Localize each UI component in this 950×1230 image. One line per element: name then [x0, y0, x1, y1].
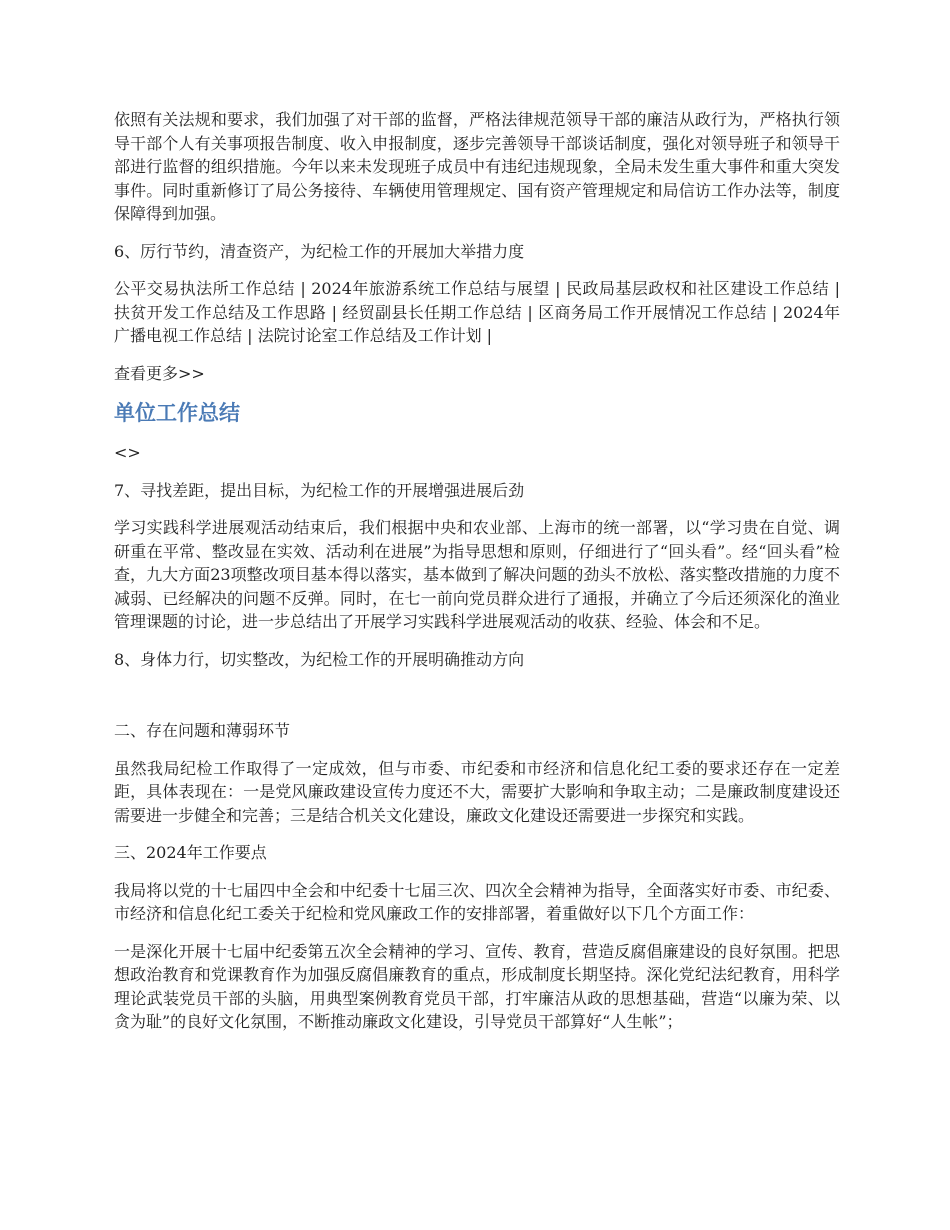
section-title: 单位工作总结	[114, 401, 240, 425]
item-7-heading: 7、寻找差距，提出目标，为纪检工作的开展增强进展后劲	[114, 480, 525, 500]
related-links[interactable]	[114, 277, 840, 348]
paragraph-point-one: 一是深化开展十七届中纪委第五次全会精神的学习、宣传、教育，营造反腐倡廉建设的良好氛围。把思想政治教育和党课教育作为加强反腐倡廉教育的重点，形成制度长期坚持。深化党纪法纪教育，用科学理论武装党员干部的头脑，用典型案例教育党员干部，打牢廉洁从政的思想基础，营造“以廉为荣、以贪为耻”的良好文化氛围，不断推动廉政文化建设，引导党员干部算好“人生帐”；	[114, 941, 840, 1031]
heading-problems: 二、存在问题和薄弱环节	[114, 721, 291, 740]
more-link-text[interactable]: 查看更多>>	[114, 363, 205, 383]
blank-space	[114, 671, 840, 705]
item-6-heading: 6、厉行节约，清查资产，为纪检工作的开展加大举措力度	[114, 241, 525, 261]
heading-work-points: 三、2024年工作要点	[114, 843, 267, 862]
document-body	[114, 108, 840, 1034]
paragraph-supervision: 依照有关法规和要求，我们加强了对干部的监督，严格法律规范领导干部的廉洁从政行为，严格执行领导干部个人有关事项报告制度、收入申报制度，逐步完善领导干部谈话制度，强化对领导班子和领导干部进行监督的组织措施。今年以来未发现班子成员中有违纪违规现象，全局未发生重大事件和重大突发事件。同时重新修订了局公务接待、车辆使用管理规定、国有资产管理规定和局信访工作办法等，制度保障得到加强。	[114, 110, 840, 223]
bracket-text: <>	[114, 443, 141, 462]
paragraph-work-intro: 我局将以党的十七届四中全会和中纪委十七届三次、四次全会精神为指导，全面落实好市委、市纪委、市经济和信息化纪工委关于纪检和党风廉政工作的安排部署，着重做好以下几个方面工作：	[114, 880, 840, 923]
related-links-text[interactable]: 公平交易执法所工作总结 | 2024年旅游系统工作总结与展望 | 民政局基层政权和社区建设工作总结 | 扶贫开发工作总结及工作思路 | 经贸副县长任期工作总结 | 区商务局工作开展情况工作总结 | 2024年广播电视工作总结 | 法院讨论室工作总结及工作计划 |	[114, 279, 840, 345]
more-link[interactable]	[114, 362, 840, 386]
paragraph-problems: 虽然我局纪检工作取得了一定成效，但与市委、市纪委和市经济和信息化纪工委的要求还存在一定差距，具体表现在：一是党风廉政建设宣传力度还不大，需要扩大影响和争取主动；二是廉政制度建设还需要进一步健全和完善；三是结合机关文化建设，廉政文化建设还需要进一步探究和实践。	[114, 758, 840, 825]
item-8-heading: 8、身体力行，切实整改，为纪检工作的开展明确推动方向	[114, 649, 525, 669]
paragraph-review: 学习实践科学进展观活动结束后，我们根据中央和农业部、上海市的统一部署，以“学习贵在自觉、调研重在平常、整改显在实效、活动利在进展”为指导思想和原则，仔细进行了“回头看”。经“回头看”检查，九大方面23项整改项目基本得以落实，基本做到了解决问题的劲头不放松、落实整改措施的力度不减弱、已经解决的问题不反弹。同时，在七一前向党员群众进行了通报，并确立了今后还须深化的渔业管理课题的讨论，进一步总结出了开展学习实践科学进展观活动的收获、经验、体会和不足。	[114, 518, 840, 631]
